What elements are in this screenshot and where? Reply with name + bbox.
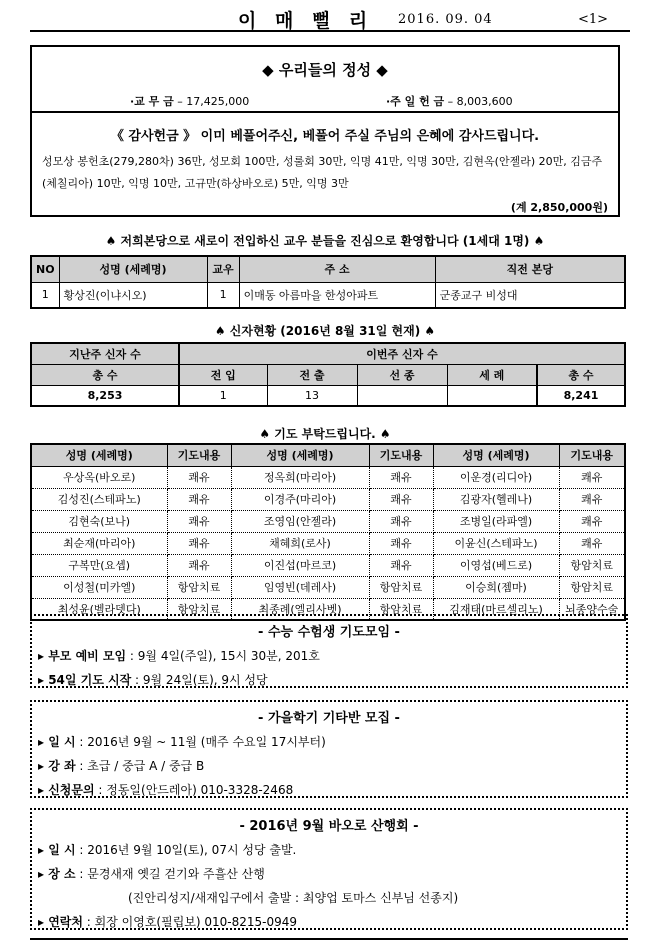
cell: 13 — [267, 385, 357, 406]
this-total-value: 8,241 — [537, 385, 625, 406]
new-members-heading: ♠ 저희본당으로 새로이 전입하신 교우 분들을 진심으로 환영합니다 (1세대 1명) ♠ — [105, 234, 545, 248]
col-header: 교우 — [207, 256, 239, 282]
person-name-cell: 조병일(라파엘) — [433, 510, 559, 532]
cell — [447, 385, 537, 406]
col-header: 전 입 — [179, 364, 267, 385]
bulletin-header — [30, 4, 630, 32]
prayer-table — [30, 443, 626, 621]
table-header-row — [31, 343, 625, 364]
guitar-class-notice — [30, 700, 628, 798]
cell: 황상진(이냐시오) — [59, 282, 207, 308]
prayer-intent-cell: 쾌유 — [559, 466, 625, 488]
prayer-intent-cell: 항암치료 — [559, 576, 625, 598]
offering-amounts — [32, 93, 618, 113]
notice-row: ▸ 54일 기도 시작 : 9월 24일(토), 9시 성당 — [38, 673, 268, 687]
person-name-cell: 이경주(마리아) — [231, 488, 369, 510]
table-row — [31, 576, 625, 598]
cell: 이매동 아름마을 한성아파트 — [239, 282, 435, 308]
person-name-cell: 임영빈(데레사) — [231, 576, 369, 598]
col-header: 직전 본당 — [435, 256, 625, 282]
person-name-cell: 이윤신(스테파노) — [433, 532, 559, 554]
col-header: 기도내용 — [167, 444, 231, 466]
person-name-cell: 구복만(요셉) — [31, 554, 167, 576]
person-name-cell: 이성철(미카엘) — [31, 576, 167, 598]
table-row — [31, 488, 625, 510]
col-header: 주 소 — [239, 256, 435, 282]
donor-list: 성모상 봉헌초(279,280차) 36만, 성모회 100만, 성룰회 30만, 익명 41만, 익명 30만, 김현옥(안젤라) 20만, 김금주(체칠리아) 10만, 익명 10만, 고규만(하상바오로) 5만, 익명 3만 — [42, 155, 603, 190]
notice-row: ▸ 신청문의 : 정동일(안드레아) 010-3328-2468 — [38, 783, 294, 797]
col-header: 성명 (세례명) — [31, 444, 167, 466]
table-row — [31, 554, 625, 576]
col-header: 세 례 — [447, 364, 537, 385]
col-header: 기도내용 — [559, 444, 625, 466]
prayer-intent-cell: 항암치료 — [369, 598, 433, 620]
col-header: NO — [31, 256, 59, 282]
cell: 1 — [31, 282, 59, 308]
person-name-cell: 최종례(엘리사벳) — [231, 598, 369, 620]
notice-row: ▸ 일 시 : 2016년 9월 10일(토), 07시 성당 출발. — [38, 843, 297, 857]
prayer-heading: ♠ 기도 부탁드립니다. ♠ — [259, 427, 391, 441]
notice-title: - 가을학기 기타반 모집 - — [258, 711, 400, 726]
prayer-intent-cell: 쾌유 — [369, 554, 433, 576]
person-name-cell: 채혜희(로사) — [231, 532, 369, 554]
table-row — [31, 466, 625, 488]
person-name-cell: 김재태(마르셀리노) — [433, 598, 559, 620]
person-name-cell: 조영임(안젤라) — [231, 510, 369, 532]
notice-row: ▸ 장 소 : 문경새재 옛길 걷기와 주흘산 산행 — [38, 867, 265, 881]
exam-prayer-notice — [30, 614, 628, 688]
notice-row: ▸ 연락처 : 회장 이영호(필립보) 010-8215-0949 — [38, 915, 298, 929]
person-name-cell: 이진섭(마르코) — [231, 554, 369, 576]
cell: 1 — [207, 282, 239, 308]
col-header: 성명 (세례명) — [59, 256, 207, 282]
prayer-intent-cell: 쾌유 — [559, 532, 625, 554]
prayer-intent-cell: 쾌유 — [369, 488, 433, 510]
prayer-intent-cell: 쾌유 — [369, 510, 433, 532]
person-name-cell: 이영섭(베드로) — [433, 554, 559, 576]
prayer-intent-cell: 항암치료 — [167, 576, 231, 598]
stats-heading: ♠ 신자현황 (2016년 8월 31일 현재) ♠ — [214, 324, 436, 338]
table-row — [31, 532, 625, 554]
table-row — [31, 510, 625, 532]
prayer-intent-cell: 쾌유 — [559, 510, 625, 532]
notice-row: ▸ 부모 예비 모임 : 9월 4일(주일), 15시 30분, 201호 — [38, 649, 320, 663]
notice-row: (진안리성지/새재입구에서 출발 : 최양업 토마스 신부님 선종지) — [128, 891, 459, 905]
last-week-label: 지난주 신자 수 — [31, 343, 179, 364]
sunday-offering-amount: ·주 일 헌 금 – 8,003,600 — [386, 95, 513, 108]
prayer-intent-cell: 쾌유 — [369, 532, 433, 554]
prayer-intent-cell: 쾌유 — [167, 488, 231, 510]
prayer-intent-cell: 항암치료 — [167, 598, 231, 620]
last-total-value: 8,253 — [31, 385, 179, 406]
this-week-label: 이번주 신자 수 — [179, 343, 625, 364]
prayer-intent-cell: 쾌유 — [167, 554, 231, 576]
person-name-cell: 최순재(마리아) — [31, 532, 167, 554]
table-row — [31, 385, 625, 406]
tithe-amount: ·교 무 금 – 17,425,000 — [130, 95, 250, 108]
prayer-intent-cell: 쾌유 — [167, 466, 231, 488]
thanks-heading: 《 감사헌금 》 이미 베풀어주신, 베풀어 주실 주님의 은혜에 감사드립니다. — [110, 129, 540, 144]
table-header-row — [31, 256, 625, 282]
new-members-table — [30, 255, 626, 309]
hiking-club-notice — [30, 808, 628, 930]
col-header: 선 종 — [357, 364, 447, 385]
prayer-intent-cell: 쾌유 — [559, 488, 625, 510]
prayer-intent-cell: 쾌유 — [369, 466, 433, 488]
col-header: 성명 (세례명) — [231, 444, 369, 466]
this-total-label: 총 수 — [537, 364, 625, 385]
prayer-intent-cell: 항암치료 — [369, 576, 433, 598]
bulletin-date: 2016. 09. 04 — [398, 12, 493, 27]
prayer-intent-cell: 항암치료 — [559, 554, 625, 576]
person-name-cell: 김현숙(보나) — [31, 510, 167, 532]
offering-total: (계 2,850,000원) — [510, 201, 608, 214]
table-header-row — [31, 444, 625, 466]
notice-row: ▸ 일 시 : 2016년 9월 ~ 11월 (매주 수요일 17시부터) — [38, 735, 326, 749]
person-name-cell: 정옥희(마리아) — [231, 466, 369, 488]
offering-box — [30, 45, 620, 217]
person-name-cell: 이운경(리디아) — [433, 466, 559, 488]
person-name-cell: 이승희(젬마) — [433, 576, 559, 598]
col-header: 전 출 — [267, 364, 357, 385]
prayer-intent-cell: 쾌유 — [167, 532, 231, 554]
last-total-label: 총 수 — [31, 364, 179, 385]
stats-table — [30, 342, 626, 407]
offering-title: ◆ 우리들의 정성 ◆ — [262, 61, 388, 79]
prayer-intent-cell: 뇌종양수술 — [559, 598, 625, 620]
col-header: 성명 (세례명) — [433, 444, 559, 466]
cell: 군종교구 비성대 — [435, 282, 625, 308]
person-name-cell: 우상옥(바오로) — [31, 466, 167, 488]
bottom-divider — [30, 938, 628, 940]
table-header-row — [31, 364, 625, 385]
prayer-intent-cell: 쾌유 — [167, 510, 231, 532]
page-number: <1> — [577, 12, 608, 27]
notice-title: - 수능 수험생 기도모임 - — [258, 625, 400, 640]
person-name-cell: 김광자(헬레나) — [433, 488, 559, 510]
cell — [357, 385, 447, 406]
notice-row: ▸ 강 좌 : 초급 / 중급 A / 중급 B — [38, 759, 205, 773]
col-header: 기도내용 — [369, 444, 433, 466]
person-name-cell: 김성진(스테파노) — [31, 488, 167, 510]
cell: 1 — [179, 385, 267, 406]
notice-title: - 2016년 9월 바오로 산행회 - — [239, 819, 419, 834]
table-row — [31, 282, 625, 308]
bulletin-title: 이 매 뻘 리 — [238, 10, 374, 32]
person-name-cell: 최성윤(벨라뎃다) — [31, 598, 167, 620]
